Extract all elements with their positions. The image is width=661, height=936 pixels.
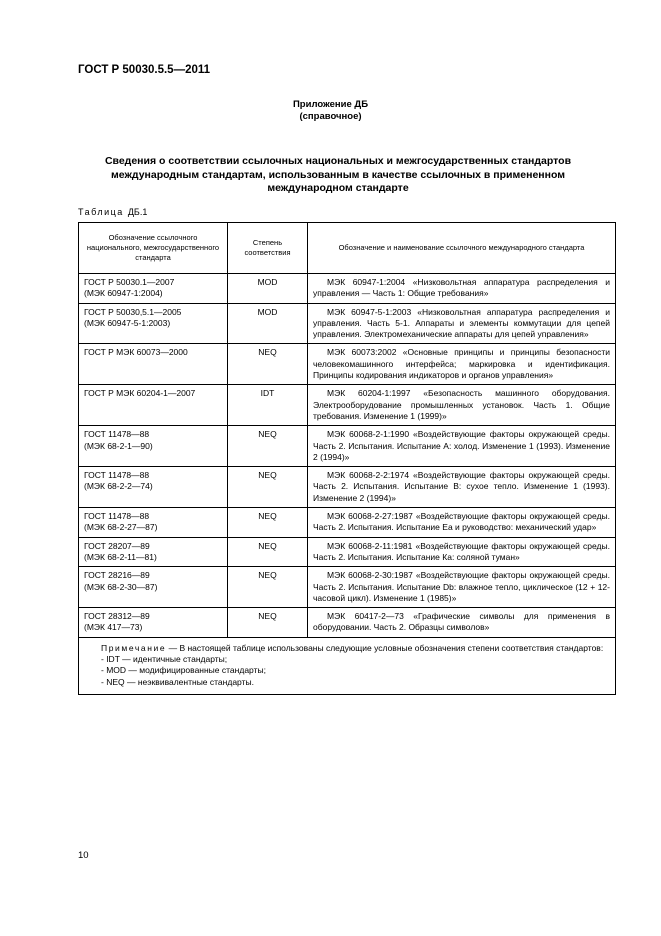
ref-standard-intl: (МЭК 68-2-11—81) — [84, 551, 157, 562]
table-caption-prefix: Таблица — [78, 207, 124, 217]
degree-cell: MOD — [228, 303, 308, 344]
table-row — [79, 426, 616, 467]
note-item-mod: - MOD — модифицированные стандарты; — [101, 665, 266, 676]
section-title-line: Сведения о соответствии ссылочных национальных и межгосударственных стандартов — [104, 155, 572, 167]
ref-standard-intl: (МЭК 68-2-2—74) — [84, 481, 153, 492]
ref-standard-cell — [79, 537, 228, 567]
ref-standard: ГОСТ 11478—88 — [84, 429, 150, 440]
ref-standard: ГОСТ Р МЭК 60073—2000 — [84, 347, 188, 358]
section-title — [88, 155, 588, 196]
ref-standard-cell — [79, 385, 228, 426]
ref-standard: ГОСТ 28207—89 — [84, 540, 150, 551]
intl-standard-cell: МЭК 60073:2002 «Основные принципы и принципы безопасности человекомашинного интерфейса; маркировка и идентификация. Принципы кодирования индикаторов и органов управления» — [308, 344, 616, 385]
table-row — [79, 344, 616, 385]
ref-standard: ГОСТ 28312—89 — [84, 611, 150, 622]
degree-cell: NEQ — [228, 426, 308, 467]
note-item-idt: - IDT — идентичные стандарты; — [101, 654, 228, 665]
degree-cell: NEQ — [228, 467, 308, 508]
degree-cell: NEQ — [228, 608, 308, 638]
ref-standard: ГОСТ Р 50030,5.1—2005 — [84, 306, 182, 317]
table-row — [79, 537, 616, 567]
degree-cell: MOD — [228, 274, 308, 304]
ref-standard: ГОСТ Р 50030.1—2007 — [84, 277, 175, 287]
intl-standard-cell: МЭК 60068-2-27:1987 «Воздействующие факторы окружающей среды. Часть 2. Испытания. Испытание Еа и руководство: механический удар» — [308, 508, 616, 538]
page-number: 10 — [78, 850, 89, 861]
degree-cell: NEQ — [228, 537, 308, 567]
ref-standard-intl: (МЭК 68-2-1—90) — [84, 440, 153, 451]
table-caption-id: ДБ.1 — [127, 207, 148, 217]
table-row — [79, 385, 616, 426]
table-row — [79, 274, 616, 304]
ref-standard-intl: (МЭК 417—73) — [84, 622, 143, 633]
header-degree: Степень соответствия — [228, 223, 308, 274]
standards-table — [78, 222, 616, 695]
ref-standard-cell — [79, 508, 228, 538]
table-row — [79, 303, 616, 344]
appendix-heading — [0, 99, 661, 123]
ref-standard-cell — [79, 274, 228, 304]
degree-cell: IDT — [228, 385, 308, 426]
table-header-row — [79, 223, 616, 274]
ref-standard-cell — [79, 303, 228, 344]
section-title-line: международным стандартам, использованным в качестве ссылочных в примененном — [110, 168, 566, 181]
section-title-line: международном стандарте — [267, 182, 409, 194]
table-row — [79, 508, 616, 538]
intl-standard-cell: МЭК 60068-2-1:1990 «Воздействующие факторы окружающей среды. Часть 2. Испытания. Испытание А: холод. Изменение 1 (1993). Изменение 2 (1994)» — [308, 426, 616, 467]
ref-standard-intl: (МЭК 60947-1:2004) — [84, 288, 163, 299]
ref-standard: ГОСТ Р МЭК 60204-1—2007 — [84, 388, 196, 399]
intl-standard-cell: МЭК 60068-2-2:1974 «Воздействующие факторы окружающей среды. Часть 2. Испытания. Испытание В: сухое тепло. Изменение 1 (1993). Изменение 2 (1994)» — [308, 467, 616, 508]
ref-standard-cell — [79, 344, 228, 385]
note-item-neq: - NEQ — неэквивалентные стандарты. — [101, 676, 254, 687]
table-row — [79, 467, 616, 508]
degree-cell: NEQ — [228, 567, 308, 608]
appendix-subtitle: (справочное) — [299, 111, 362, 122]
ref-standard: ГОСТ 28216—89 — [84, 570, 150, 581]
degree-cell: NEQ — [228, 344, 308, 385]
ref-standard: ГОСТ 11478—88 — [84, 470, 150, 481]
intl-standard-cell: МЭК 60947-1:2004 «Низковольтная аппаратура распределения и управления — Часть 1: Общие требования» — [308, 274, 616, 304]
ref-standard-cell — [79, 567, 228, 608]
table-caption — [78, 207, 147, 217]
table-note-row — [79, 637, 616, 694]
ref-standard-intl: (МЭК 68-2-27—87) — [84, 522, 158, 533]
note-label: Примечание — [101, 642, 167, 653]
intl-standard-cell: МЭК 60068-2-30:1987 «Воздействующие факторы окружающей среды. Часть 2. Испытания. Испытание Db: влажное тепло, циклическое (12 + 12-часовой цикл). Изменение 1 (1985)» — [308, 567, 616, 608]
note-text: — В настоящей таблице использованы следующие условные обозначения степени соответствия стандартов: — [168, 642, 604, 653]
intl-standard-cell: МЭК 60068-2-11:1981 «Воздействующие факторы окружающей среды. Часть 2. Испытания. Испытание Ка: соляной туман» — [308, 537, 616, 567]
table-note — [79, 637, 616, 694]
intl-standard-cell: МЭК 60204-1:1997 «Безопасность машинного оборудования. Электрооборудование промышленных установок. Часть 1. Общие требования. Изменение 1 (1999)» — [308, 385, 616, 426]
intl-standard-cell: МЭК 60947-5-1:2003 «Низковольтная аппаратура распределения и управления. Часть 5-1. Аппараты и элементы коммутации для цепей управления. Электромеханические аппараты для цепей управления» — [308, 303, 616, 344]
header-ref-standard: Обозначение ссылочного национального, межгосударственного стандарта — [79, 223, 228, 274]
ref-standard-intl: (МЭК 60947-5-1:2003) — [84, 317, 171, 328]
appendix-title: Приложение ДБ — [292, 99, 369, 110]
ref-standard: ГОСТ 11478—88 — [84, 511, 150, 522]
table-row — [79, 567, 616, 608]
document-id: ГОСТ Р 50030.5.5—2011 — [78, 64, 211, 76]
degree-cell: NEQ — [228, 508, 308, 538]
ref-standard-cell — [79, 467, 228, 508]
ref-standard-cell — [79, 426, 228, 467]
table-row — [79, 608, 616, 638]
header-intl-standard: Обозначение и наименование ссылочного международного стандарта — [308, 223, 616, 274]
intl-standard-cell: МЭК 60417-2—73 «Графические символы для применения в оборудовании. Часть 2. Образцы символов» — [308, 608, 616, 638]
ref-standard-intl: (МЭК 68-2-30—87) — [84, 581, 158, 592]
ref-standard-cell — [79, 608, 228, 638]
